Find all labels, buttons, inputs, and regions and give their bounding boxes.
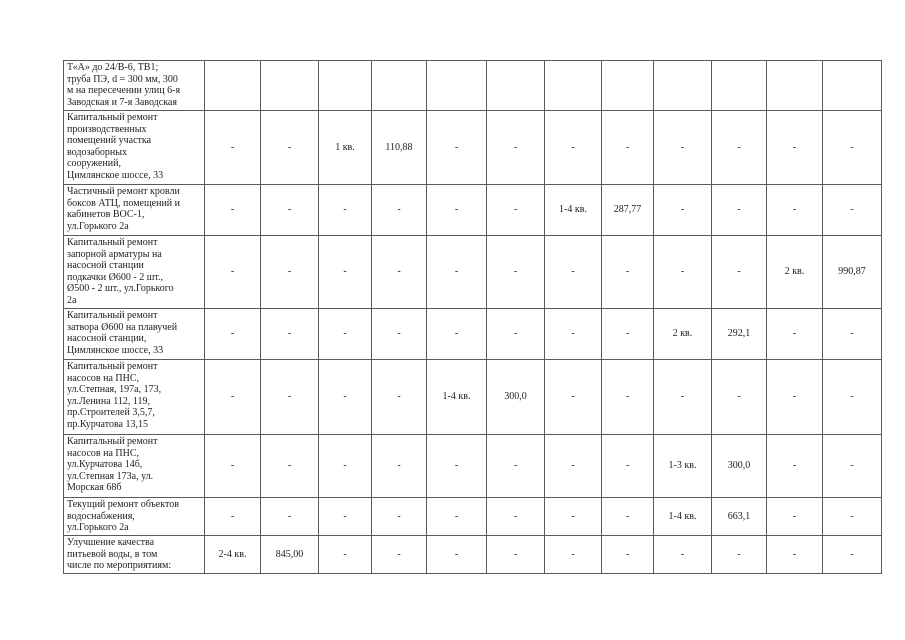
value-cell bbox=[261, 61, 319, 111]
value-cell: - bbox=[602, 498, 654, 536]
value-cell: - bbox=[372, 536, 427, 574]
value-cell: - bbox=[654, 360, 712, 435]
value-cell bbox=[654, 61, 712, 111]
value-cell: 292,1 bbox=[712, 309, 767, 360]
value-cell: - bbox=[602, 536, 654, 574]
value-cell: - bbox=[767, 536, 823, 574]
value-cell: 287,77 bbox=[602, 185, 654, 236]
value-cell bbox=[602, 61, 654, 111]
value-cell: 2-4 кв. bbox=[205, 536, 261, 574]
value-cell bbox=[823, 61, 882, 111]
value-cell: - bbox=[205, 185, 261, 236]
value-cell: - bbox=[261, 185, 319, 236]
value-cell: - bbox=[545, 536, 602, 574]
value-cell: 2 кв. bbox=[654, 309, 712, 360]
value-cell: 1-4 кв. bbox=[654, 498, 712, 536]
value-cell: - bbox=[823, 309, 882, 360]
value-cell: - bbox=[427, 236, 487, 309]
work-description-cell: Капитальный ремонт производственных помещений участка водозаборных сооружений, Цимлянское шоссе, 33 bbox=[64, 111, 205, 185]
value-cell: - bbox=[205, 309, 261, 360]
value-cell: - bbox=[487, 536, 545, 574]
value-cell: - bbox=[319, 360, 372, 435]
value-cell: 1 кв. bbox=[319, 111, 372, 185]
value-cell bbox=[712, 61, 767, 111]
value-cell: - bbox=[654, 111, 712, 185]
table-row bbox=[64, 498, 882, 536]
value-cell: - bbox=[823, 111, 882, 185]
value-cell: - bbox=[712, 360, 767, 435]
value-cell: - bbox=[545, 435, 602, 498]
value-cell: - bbox=[545, 360, 602, 435]
value-cell: - bbox=[545, 309, 602, 360]
value-cell: - bbox=[545, 111, 602, 185]
value-cell: - bbox=[372, 360, 427, 435]
value-cell: - bbox=[427, 185, 487, 236]
value-cell: - bbox=[372, 185, 427, 236]
value-cell bbox=[767, 61, 823, 111]
value-cell: - bbox=[205, 360, 261, 435]
value-cell: - bbox=[261, 435, 319, 498]
value-cell: - bbox=[319, 536, 372, 574]
work-description-cell: Капитальный ремонт затвора Ø600 на плавучей насосной станции, Цимлянское шоссе, 33 bbox=[64, 309, 205, 360]
value-cell: - bbox=[767, 498, 823, 536]
value-cell: - bbox=[487, 185, 545, 236]
value-cell: 1-4 кв. bbox=[545, 185, 602, 236]
value-cell: - bbox=[261, 498, 319, 536]
table-row bbox=[64, 111, 882, 185]
table-row bbox=[64, 536, 882, 574]
work-description-cell: Т«А» до 24/В-6, ТВ1; труба ПЭ, d = 300 мм, 300 м на пересечении улиц 6-я Заводская и 7-я Заводская bbox=[64, 61, 205, 111]
value-cell: - bbox=[427, 111, 487, 185]
value-cell: - bbox=[487, 309, 545, 360]
value-cell bbox=[427, 61, 487, 111]
table-row bbox=[64, 435, 882, 498]
value-cell: - bbox=[319, 185, 372, 236]
value-cell: - bbox=[205, 111, 261, 185]
value-cell: 300,0 bbox=[712, 435, 767, 498]
value-cell: - bbox=[767, 435, 823, 498]
work-description-cell: Частичный ремонт кровли боксов АТЦ, помещений и кабинетов ВОС-1, ул.Горького 2а bbox=[64, 185, 205, 236]
work-description-cell: Капитальный ремонт насосов на ПНС, ул.Курчатова 14б, ул.Степная 173а, ул. Морская 68б bbox=[64, 435, 205, 498]
value-cell: - bbox=[205, 435, 261, 498]
value-cell: - bbox=[654, 185, 712, 236]
value-cell: - bbox=[261, 111, 319, 185]
value-cell bbox=[372, 61, 427, 111]
value-cell: - bbox=[823, 185, 882, 236]
value-cell: - bbox=[602, 111, 654, 185]
value-cell: - bbox=[427, 498, 487, 536]
value-cell: - bbox=[602, 435, 654, 498]
value-cell: - bbox=[427, 435, 487, 498]
value-cell: - bbox=[487, 111, 545, 185]
work-description-cell: Капитальный ремонт насосов на ПНС, ул.Степная, 197а, 173, ул.Ленина 112, 119, пр.Строителей 3,5,7, пр.Курчатова 13,15 bbox=[64, 360, 205, 435]
value-cell bbox=[487, 61, 545, 111]
value-cell: - bbox=[487, 236, 545, 309]
value-cell: - bbox=[319, 435, 372, 498]
value-cell: - bbox=[602, 309, 654, 360]
table-row bbox=[64, 360, 882, 435]
value-cell: 663,1 bbox=[712, 498, 767, 536]
value-cell: - bbox=[205, 236, 261, 309]
value-cell: - bbox=[767, 185, 823, 236]
value-cell: 110,88 bbox=[372, 111, 427, 185]
value-cell: - bbox=[372, 435, 427, 498]
value-cell: 845,00 bbox=[261, 536, 319, 574]
value-cell: - bbox=[823, 360, 882, 435]
works-schedule-table bbox=[63, 60, 882, 574]
value-cell bbox=[545, 61, 602, 111]
value-cell: - bbox=[372, 236, 427, 309]
value-cell: 990,87 bbox=[823, 236, 882, 309]
table-row bbox=[64, 236, 882, 309]
table-row bbox=[64, 61, 882, 111]
value-cell: - bbox=[823, 498, 882, 536]
value-cell: - bbox=[261, 360, 319, 435]
value-cell: - bbox=[261, 236, 319, 309]
value-cell: 2 кв. bbox=[767, 236, 823, 309]
value-cell: - bbox=[487, 498, 545, 536]
value-cell: - bbox=[602, 360, 654, 435]
value-cell: - bbox=[712, 236, 767, 309]
value-cell: - bbox=[261, 309, 319, 360]
table-row bbox=[64, 309, 882, 360]
value-cell: - bbox=[487, 435, 545, 498]
value-cell: 1-4 кв. bbox=[427, 360, 487, 435]
value-cell: - bbox=[545, 498, 602, 536]
value-cell: - bbox=[319, 498, 372, 536]
value-cell: - bbox=[372, 309, 427, 360]
value-cell: - bbox=[427, 536, 487, 574]
table-row bbox=[64, 185, 882, 236]
value-cell: - bbox=[767, 309, 823, 360]
value-cell: - bbox=[767, 111, 823, 185]
value-cell: - bbox=[767, 360, 823, 435]
value-cell bbox=[205, 61, 261, 111]
value-cell: - bbox=[372, 498, 427, 536]
value-cell: - bbox=[427, 309, 487, 360]
value-cell: 300,0 bbox=[487, 360, 545, 435]
value-cell: - bbox=[319, 236, 372, 309]
value-cell: - bbox=[712, 185, 767, 236]
work-description-cell: Капитальный ремонт запорной арматуры на насосной станции подкачки Ø600 - 2 шт., Ø500 - 2 шт., ул.Горького 2а bbox=[64, 236, 205, 309]
work-description-cell: Текущий ремонт объектов водоснабжения, ул.Горького 2а bbox=[64, 498, 205, 536]
value-cell: - bbox=[205, 498, 261, 536]
value-cell: - bbox=[823, 536, 882, 574]
value-cell: - bbox=[654, 536, 712, 574]
value-cell: - bbox=[823, 435, 882, 498]
value-cell: - bbox=[602, 236, 654, 309]
value-cell bbox=[319, 61, 372, 111]
value-cell: - bbox=[319, 309, 372, 360]
work-description-cell: Улучшение качества питьевой воды, в том числе по мероприятиям: bbox=[64, 536, 205, 574]
table-body bbox=[64, 61, 882, 574]
value-cell: 1-3 кв. bbox=[654, 435, 712, 498]
value-cell: - bbox=[712, 536, 767, 574]
value-cell: - bbox=[654, 236, 712, 309]
value-cell: - bbox=[712, 111, 767, 185]
value-cell: - bbox=[545, 236, 602, 309]
